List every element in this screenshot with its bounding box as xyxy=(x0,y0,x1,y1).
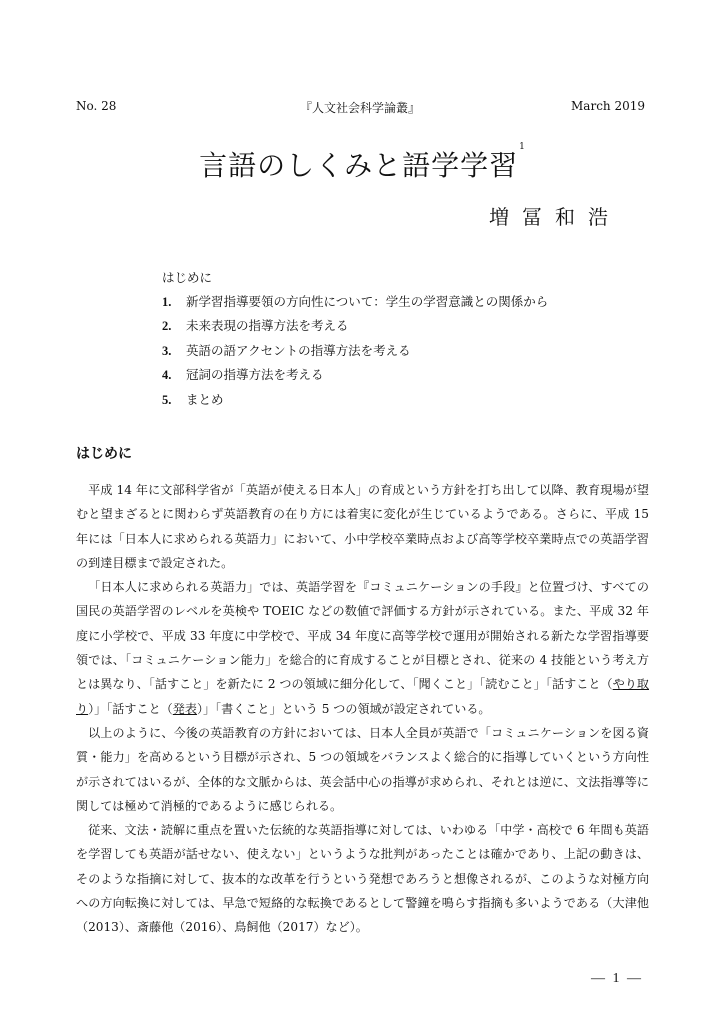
toc-item-number: 1. xyxy=(162,295,172,309)
table-of-contents xyxy=(162,266,548,412)
paragraph: 従来、文法・読解に重点を置いた伝統的な英語指導に対しては、いわゆる「中学・高校で 6 年間も英語を学習しても英語が話せない、使えない」というような批判があったことは確かであり、上記の動きは、そのような指摘に対して、抜本的な改革を行うという発想であろうと想像されるが、このような対極方向への方向転換に対しては、早急で短絡的な転換であるとして警鐘を鳴らす指摘も多いようである（大津他（2013）、斎藤他（2016）、鳥飼他（2017）など）。 xyxy=(76,823,649,935)
paragraph-text: ）」「話すこと（ xyxy=(88,701,173,716)
underlined-term: やり取り xyxy=(76,677,649,716)
toc-item-label: 英語の語アクセントの指導方法を考える xyxy=(186,342,411,358)
paragraph-text: ）」「書くこと」という 5 つの領域が設定されている。 xyxy=(196,701,491,716)
article-title-text: 言語のしくみと語学学習 xyxy=(199,149,519,182)
toc-item xyxy=(162,290,548,314)
paragraph-text: 「日本人に求められる英語力」では、英語学習を『コミュニケーションの手段』と位置づけ、すべての国民の英語学習のレベルを英検や TOEIC などの数値で評価する方針が示されている。また、平成 32 年度に小学校で、平成 33 年度に中学校で、平成 34 年度に高等学校で運用が開始される新たな学習指導要領では、「コミュニケーション能力」を総合的に育成することが目標とされ、従来の 4 技能という考え方とは異なり、「話すこと」を新たに 2 つの領域に細分化して、「聞くこと」「読むこと」「話すこと（ xyxy=(76,580,649,692)
publication-date: March 2019 xyxy=(571,99,645,113)
toc-item-label: まとめ xyxy=(186,391,224,407)
toc-item-label: 新学習指導要領の方向性について：学生の学習意識との関係から xyxy=(186,294,549,309)
body-text xyxy=(76,478,649,940)
toc-item xyxy=(162,339,548,363)
toc-item xyxy=(162,363,548,387)
toc-item xyxy=(162,388,548,412)
paragraph: 以上のように、今後の英語教育の方針においては、日本人全員が英語で「コミュニケーションを図る資質・能力」を高めるという目標が示され、5 つの領域をバランスよく総合的に指導していくという方向性が示されてはいるが、全体的な文脈からは、英会話中心の指導が求められ、それとは逆に、文法指導等に関しては極めて消極的であるように感じられる。 xyxy=(76,725,649,813)
paragraph xyxy=(76,575,649,721)
toc-item-number: 4. xyxy=(162,368,172,383)
toc-item-number: 2. xyxy=(162,319,172,334)
toc-item-number: 3. xyxy=(162,343,172,358)
toc-item xyxy=(162,314,548,338)
article-title xyxy=(0,144,725,184)
page-number: — 1 — xyxy=(591,971,643,986)
underlined-term: 発表 xyxy=(172,701,197,716)
toc-heading: はじめに xyxy=(162,270,213,285)
toc-item-label: 冠詞の指導方法を考える xyxy=(186,367,324,383)
toc-item-number: 5. xyxy=(162,392,172,407)
paragraph: 平成 14 年に文部科学省が「英語が使える日本人」の育成という方針を打ち出して以降、教育現場が望むと望まざるとに関わらず英語教育の在り方には着実に変化が生じているようである。さらに、平成 15 年には「日本人に求められる英語力」において、小中学校卒業時点および高等学校卒業時点での英語学習の到達目標まで設定された。 xyxy=(76,483,649,570)
journal-name: 『人文社会科学論叢』 xyxy=(300,101,421,115)
section-heading: はじめに xyxy=(76,446,132,462)
author-name: 増冨和浩 xyxy=(489,205,621,229)
issue-number: No. 28 xyxy=(76,99,117,113)
title-footnote-mark[interactable]: 1 xyxy=(519,142,526,152)
toc-item-label: 未来表現の指導方法を考える xyxy=(186,318,349,334)
